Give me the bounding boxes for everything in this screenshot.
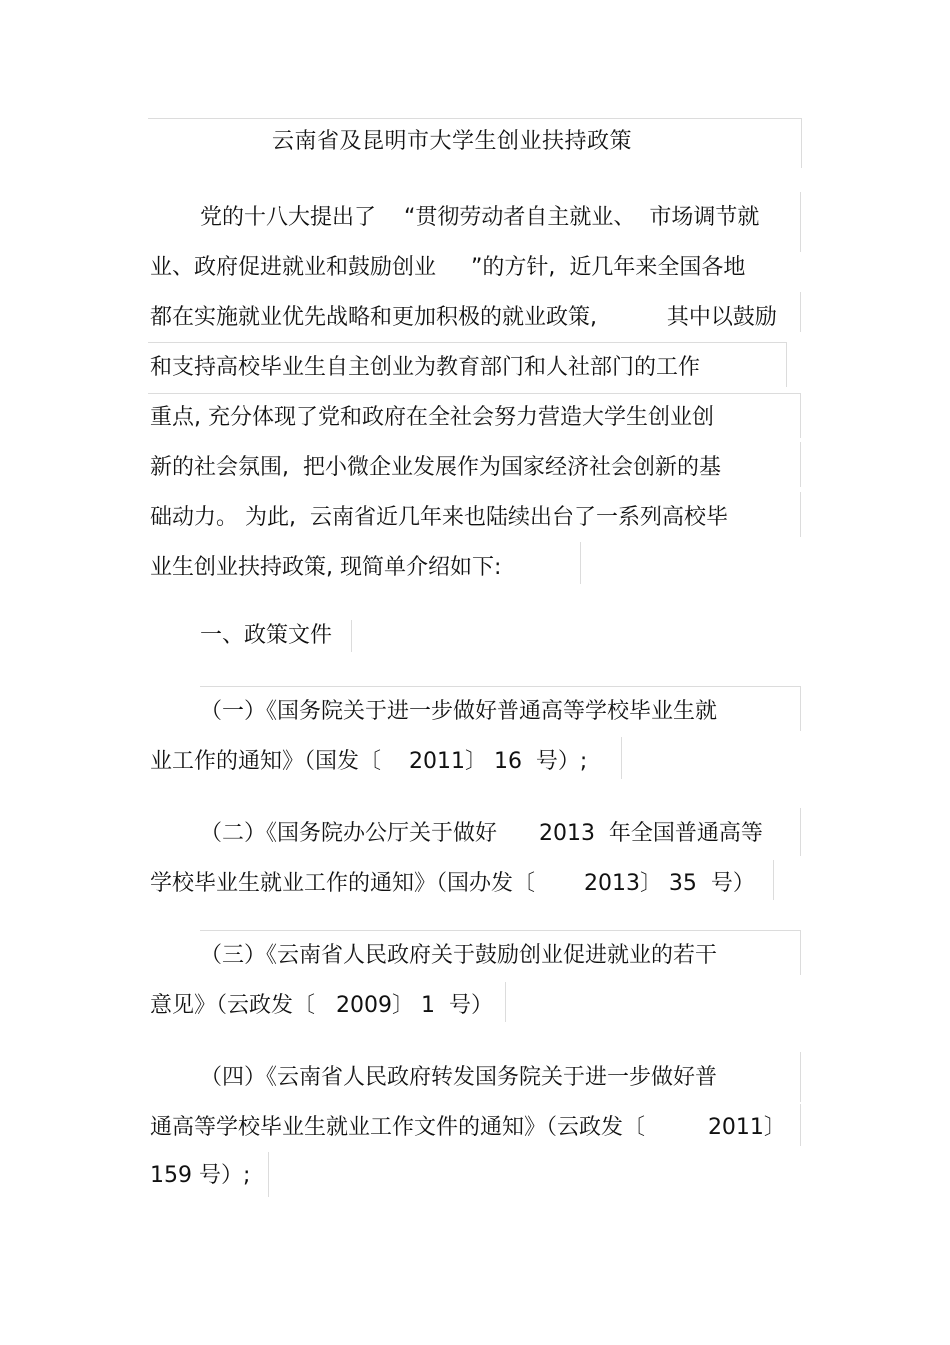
policy-item-line: 学校毕业生就业工作的通知》（国办发〔 2013〕 35 号） (150, 871, 755, 896)
rule (148, 393, 800, 394)
rule-right (800, 442, 801, 487)
policy-item-line: （一）《国务院关于进一步做好普通高等学校毕业生就 (200, 699, 718, 724)
rule-right (580, 542, 581, 584)
rule-right (268, 1152, 269, 1197)
intro-line: 新的社会氛围, 把小微企业发展作为国家经济社会创新的基 (150, 455, 721, 480)
intro-line: 业生创业扶持政策, 现简单介绍如下: (150, 555, 502, 580)
rule-right (800, 393, 801, 438)
intro-line: 都在实施就业优先战略和更加积极的就业政策, 其中以鼓励 (150, 305, 777, 330)
rule-right (800, 686, 801, 731)
intro-line: 础动力。 为此, 云南省近几年来也陆续出台了一系列高校毕 (150, 505, 728, 530)
document-title: 云南省及昆明市大学生创业扶持政策 (272, 129, 633, 154)
rule-right (800, 292, 801, 332)
rule-right (801, 118, 802, 168)
section-heading: 一、政策文件 (200, 623, 333, 648)
intro-line: 业、政府促进就业和鼓励创业 ”的方针, 近几年来全国各地 (150, 255, 746, 280)
rule-right (800, 930, 801, 975)
rule-right (351, 620, 352, 652)
rule-right (800, 1104, 801, 1146)
rule-right (800, 192, 801, 252)
policy-item-line: 159 号）; (150, 1163, 251, 1188)
policy-item-line: 业工作的通知》（国发〔 2011〕 16 号）; (150, 749, 588, 774)
rule-top (148, 118, 802, 119)
policy-item-line: （三）《云南省人民政府关于鼓励创业促进就业的若干 (200, 943, 718, 968)
rule (148, 342, 786, 343)
intro-line: 党的十八大提出了 “贯彻劳动者自主就业、 市场调节就 (200, 205, 760, 230)
rule (200, 930, 800, 931)
rule-right (800, 492, 801, 537)
rule-right (800, 808, 801, 856)
policy-item-line: 通高等学校毕业生就业工作文件的通知》（云政发〔 2011〕 (150, 1115, 786, 1140)
intro-line: 和支持高校毕业生自主创业为教育部门和人社部门的工作 (150, 355, 701, 380)
policy-item-line: （二）《国务院办公厅关于做好 2013 年全国普通高等 (200, 821, 763, 846)
rule-right (621, 737, 622, 779)
rule-right (800, 1052, 801, 1102)
rule (200, 686, 800, 687)
rule-right (773, 860, 774, 900)
policy-item-line: 意见》（云政发〔 2009〕 1 号） (150, 993, 493, 1018)
rule-right (786, 342, 787, 387)
rule-right (505, 982, 506, 1022)
intro-line: 重点, 充分体现了党和政府在全社会努力营造大学生创业创 (150, 405, 714, 430)
policy-item-line: （四）《云南省人民政府转发国务院关于进一步做好普 (200, 1065, 718, 1090)
